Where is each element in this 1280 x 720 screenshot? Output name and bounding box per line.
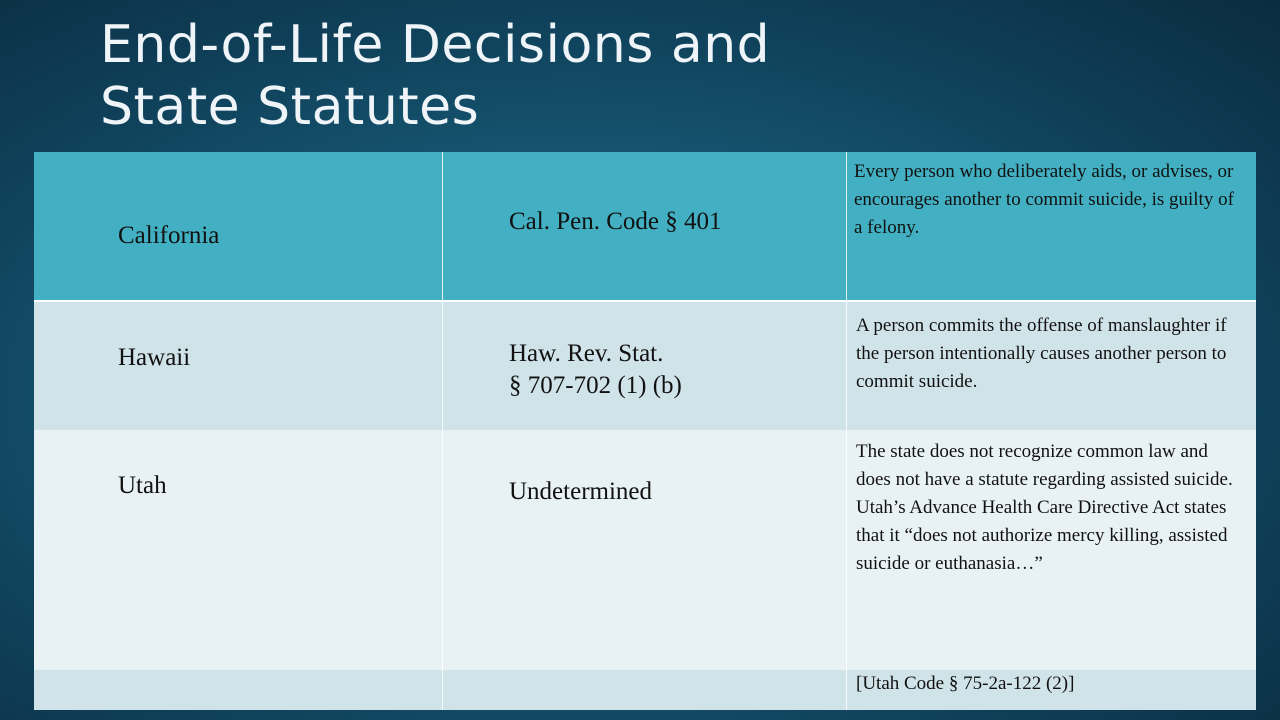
- statute-code-line: § 707-702 (1) (b): [509, 372, 682, 399]
- table-row-california: [34, 152, 1256, 300]
- column-divider: [846, 152, 847, 710]
- column-divider: [442, 152, 443, 710]
- statutes-table: [34, 152, 1256, 710]
- table-row-utah: [34, 430, 1256, 670]
- state-cell: Hawaii: [118, 344, 191, 371]
- slide-title-line-2: State Statutes: [100, 77, 480, 137]
- slide-title-line-1: End-of-Life Decisions and: [100, 15, 771, 75]
- statute-code-cell: Cal. Pen. Code § 401: [509, 208, 722, 235]
- state-cell: Utah: [118, 472, 167, 499]
- row-divider: [34, 300, 1256, 302]
- statute-code-cell: Undetermined: [509, 478, 653, 505]
- statute-citation-cell: [Utah Code § 75-2a-122 (2)]: [856, 673, 1075, 694]
- table-row-utah-continued: [34, 670, 1256, 710]
- slide-title: [100, 14, 1200, 138]
- state-cell: California: [118, 222, 220, 249]
- statute-description-cell: A person commits the offense of manslaughter if the person intentionally causes another person to commit suicide.: [856, 315, 1227, 392]
- statute-code-cell: [509, 338, 829, 402]
- table-row-hawaii: [34, 302, 1256, 430]
- statute-description-cell: Every person who deliberately aids, or advises, or encourages another to commit suicide, is guilty of a felony.: [854, 161, 1234, 238]
- statute-code-line: Haw. Rev. Stat.: [509, 340, 664, 367]
- statute-description-cell: The state does not recognize common law and does not have a statute regarding assisted suicide. Utah’s Advance Health Care Directive Act states that it “does not authorize mercy killing, assisted suicide or euthanasia…”: [856, 441, 1233, 574]
